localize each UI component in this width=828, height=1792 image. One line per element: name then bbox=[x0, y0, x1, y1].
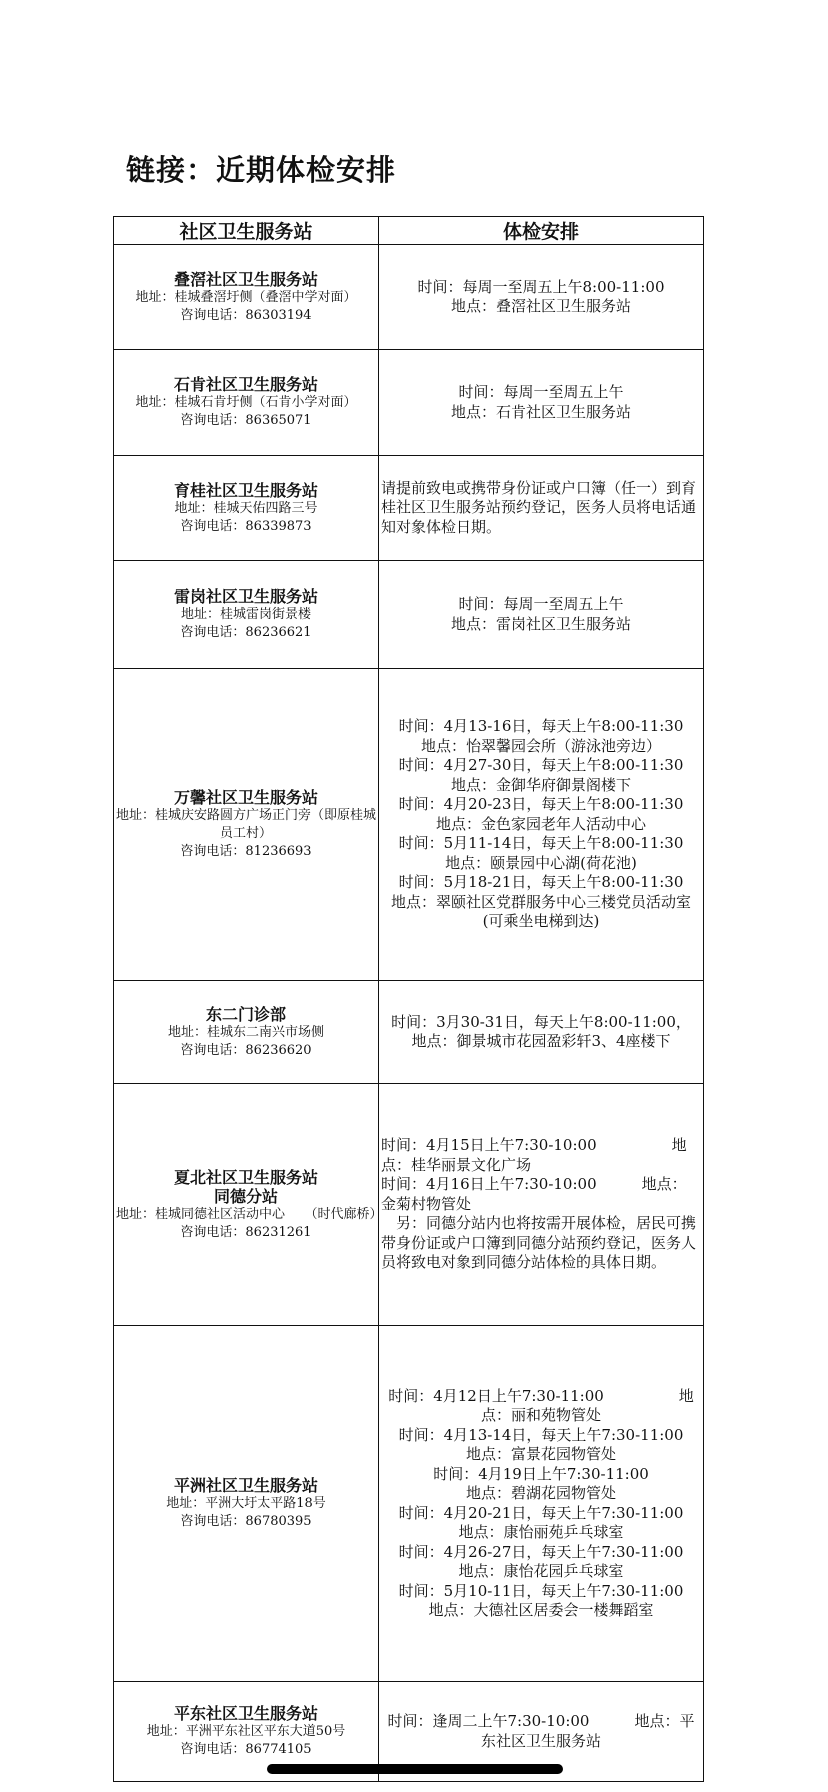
station-phone: 咨询电话：86780395 bbox=[180, 1514, 312, 1529]
table-row bbox=[114, 245, 704, 350]
table-row bbox=[114, 669, 704, 981]
schedule-line: 地点：大德社区居委会一楼舞蹈室 bbox=[428, 1601, 654, 1619]
table-row bbox=[114, 456, 704, 561]
station-name: 东二门诊部 bbox=[205, 1004, 286, 1024]
table-row bbox=[114, 1326, 704, 1682]
station-phone: 咨询电话：86236621 bbox=[180, 625, 312, 640]
schedule-line: 地点：康怡丽苑乒乓球室 bbox=[458, 1523, 624, 1541]
schedule-cell bbox=[379, 981, 704, 1084]
schedule-cell bbox=[379, 350, 704, 456]
station-address: 地址：桂城庆安路圆方广场正门旁（即原桂城员工村） bbox=[116, 808, 377, 841]
station-phone: 咨询电话：86339873 bbox=[180, 518, 312, 534]
schedule-line: 地点：翠颐社区党群服务中心三楼党员活动室(可乘坐电梯到达) bbox=[390, 892, 691, 931]
station-name: 同德分站 bbox=[213, 1186, 278, 1206]
table-row bbox=[114, 981, 704, 1084]
schedule-cell bbox=[379, 245, 704, 350]
station-name: 育桂社区卫生服务站 bbox=[173, 480, 318, 500]
station-cell bbox=[114, 561, 379, 669]
schedule-line: 地点：石肯社区卫生服务站 bbox=[450, 402, 631, 421]
schedule-line: 时间：每周一至周五上午 bbox=[458, 383, 624, 401]
schedule-line: 时间：4月12日上午7:30-11:00 地点：丽和苑物管处 bbox=[388, 1386, 694, 1424]
schedule-line: 地点：富景花园物管处 bbox=[465, 1445, 616, 1463]
schedule-line: 时间：5月10-11日，每天上午7:30-11:00 bbox=[398, 1581, 684, 1600]
schedule-line: 地点：金色家园老年人活动中心 bbox=[435, 814, 646, 833]
health-check-schedule-table bbox=[113, 216, 704, 1782]
station-cell bbox=[114, 456, 379, 561]
table-row bbox=[114, 1084, 704, 1326]
station-name: 平洲社区卫生服务站 bbox=[173, 1476, 318, 1495]
table-row bbox=[114, 350, 704, 456]
home-indicator bbox=[267, 1764, 563, 1774]
station-address: 地址：桂城东二南兴市场侧 bbox=[167, 1024, 324, 1040]
schedule-line: 时间：4月26-27日，每天上午7:30-11:00 bbox=[398, 1542, 684, 1561]
schedule-cell bbox=[379, 456, 704, 561]
schedule-line: 时间：每周一至周五上午8:00-11:00 bbox=[417, 277, 665, 296]
station-address: 地址：桂城天佑四路三号 bbox=[174, 500, 318, 516]
schedule-line: 另：同德分站内也将按需开展体检，居民可携带身份证或户口簿到同德分站预约登记，医务人员将致电对象到同德分站体检的具体日期。 bbox=[381, 1214, 697, 1272]
table-header-row bbox=[114, 217, 704, 245]
station-cell bbox=[114, 669, 379, 981]
station-address: 地址：平洲大圩太平路18号 bbox=[166, 1496, 326, 1511]
schedule-line: 地点：雷岗社区卫生服务站 bbox=[450, 614, 631, 633]
schedule-line: 时间：4月27-30日，每天上午8:00-11:30 bbox=[398, 756, 684, 775]
station-cell bbox=[114, 1326, 379, 1682]
schedule-line: 时间：4月20-21日，每天上午7:30-11:00 bbox=[398, 1503, 684, 1522]
schedule-line: 时间：每周一至周五上午 bbox=[458, 595, 624, 613]
schedule-line: 地点：怡翠馨园会所（游泳池旁边） bbox=[420, 736, 661, 755]
station-address: 地址：桂城雷岗街景楼 bbox=[180, 607, 311, 622]
schedule-cell bbox=[379, 669, 704, 981]
schedule-line: 时间：4月13-16日，每天上午8:00-11:30 bbox=[398, 717, 684, 736]
station-phone: 咨询电话：86365071 bbox=[180, 413, 312, 428]
header-station: 社区卫生服务站 bbox=[114, 217, 379, 245]
schedule-line: 请提前致电或携带身份证或户口簿（任一）到育桂社区卫生服务站预约登记，医务人员将电话通知对象体检日期。 bbox=[381, 478, 697, 536]
schedule-line: 时间：4月16日上午7:30-10:00 地点：金菊村物管处 bbox=[381, 1175, 687, 1213]
schedule-line: 时间：3月30-31日，每天上午8:00-11:00， bbox=[391, 1012, 691, 1031]
station-address: 地址：桂城石肯圩侧（石肯小学对面） bbox=[135, 395, 357, 410]
station-name: 平东社区卫生服务站 bbox=[173, 1704, 318, 1723]
station-phone: 咨询电话：86774105 bbox=[180, 1742, 312, 1757]
station-address: 地址：桂城同德社区活动中心 （时代廊桥） bbox=[116, 1206, 383, 1222]
schedule-cell bbox=[379, 1084, 704, 1326]
station-phone: 咨询电话：86236620 bbox=[180, 1042, 312, 1058]
page-title: 链接：近期体检安排 bbox=[126, 153, 397, 187]
station-cell bbox=[114, 1084, 383, 1326]
schedule-line: 时间：4月19日上午7:30-11:00 bbox=[433, 1464, 649, 1483]
station-cell bbox=[114, 350, 379, 456]
schedule-line: 时间：逢周二上午7:30-10:00 地点：平东社区卫生服务站 bbox=[387, 1712, 695, 1750]
station-cell bbox=[114, 981, 379, 1084]
schedule-cell bbox=[379, 1326, 704, 1682]
station-name: 叠滘社区卫生服务站 bbox=[173, 269, 318, 289]
schedule-line: 时间：5月18-21日，每天上午8:00-11:30 bbox=[398, 873, 684, 892]
table-row bbox=[114, 561, 704, 669]
header-schedule: 体检安排 bbox=[379, 217, 704, 245]
schedule-line: 时间：4月20-23日，每天上午8:00-11:30 bbox=[398, 795, 684, 814]
schedule-line: 地点：碧湖花园物管处 bbox=[465, 1484, 616, 1502]
station-phone: 咨询电话：81236693 bbox=[180, 844, 312, 859]
station-name: 夏北社区卫生服务站 bbox=[173, 1167, 318, 1187]
schedule-line: 地点：康怡花园乒乓球室 bbox=[458, 1562, 624, 1580]
schedule-line: 时间：4月15日上午7:30-10:00 地点：桂华丽景文化广场 bbox=[381, 1136, 687, 1174]
station-phone: 咨询电话：86231261 bbox=[180, 1224, 312, 1240]
station-name: 石肯社区卫生服务站 bbox=[173, 375, 318, 394]
schedule-line: 时间：4月13-14日，每天上午7:30-11:00 bbox=[398, 1425, 684, 1444]
station-name: 雷岗社区卫生服务站 bbox=[173, 587, 318, 606]
station-address: 地址：平洲平东社区平东大道50号 bbox=[146, 1724, 346, 1739]
schedule-line: 地点：御景城市花园盈彩轩3、4座楼下 bbox=[411, 1032, 671, 1050]
station-phone: 咨询电话：86303194 bbox=[180, 307, 312, 323]
schedule-line: 地点：叠滘社区卫生服务站 bbox=[450, 297, 631, 315]
station-cell bbox=[114, 245, 379, 350]
schedule-cell bbox=[379, 561, 704, 669]
station-address: 地址：桂城叠滘圩侧（叠滘中学对面） bbox=[135, 289, 357, 305]
schedule-line: 地点：颐景园中心湖(荷花池) bbox=[445, 853, 637, 872]
station-name: 万馨社区卫生服务站 bbox=[173, 788, 318, 807]
schedule-line: 地点：金御华府御景阁楼下 bbox=[450, 775, 631, 794]
schedule-line: 时间：5月11-14日，每天上午8:00-11:30 bbox=[398, 834, 684, 853]
